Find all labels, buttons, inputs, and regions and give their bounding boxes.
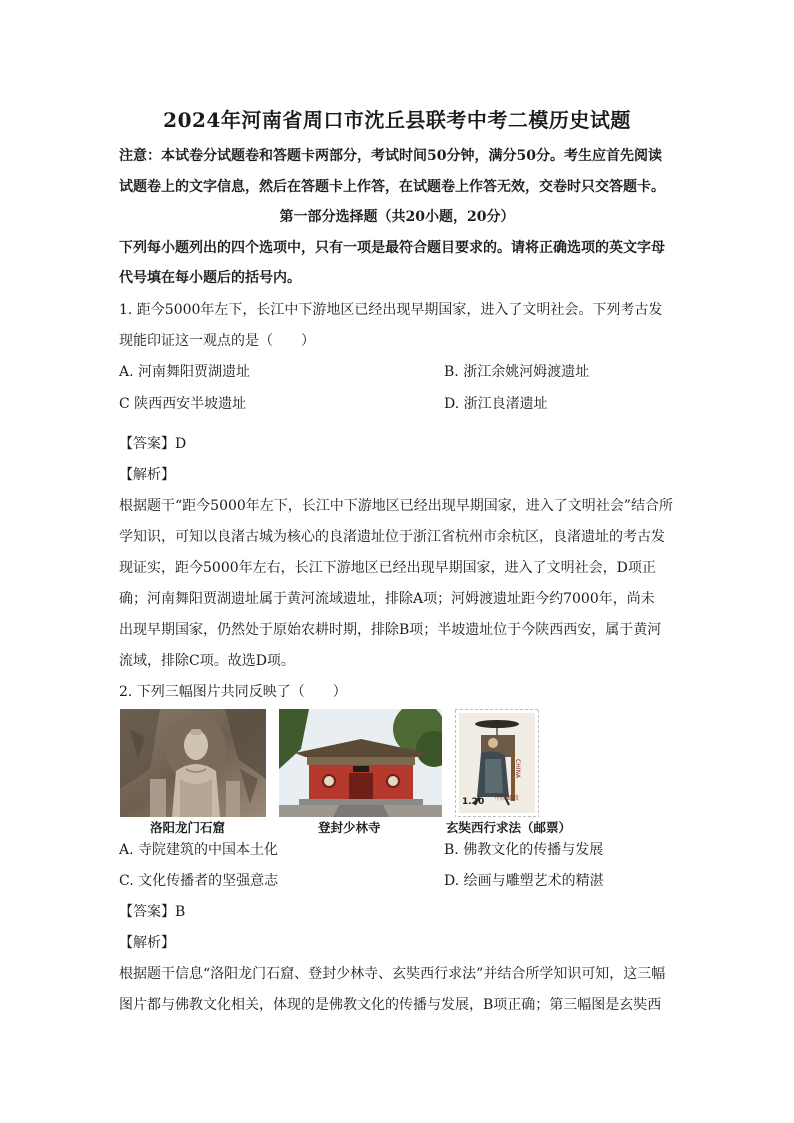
q2-analysis-line: 图片都与佛教文化相关，体现的是佛教文化的传播与发展，B项正确；第三幅图是玄奘西 bbox=[119, 997, 662, 1013]
q2-analysis-line: 根据题干信息“洛阳龙门石窟、登封少林寺、玄奘西行求法”并结合所学知识可知，这三幅 bbox=[119, 966, 666, 982]
notice-line-2: 试题卷上的文字信息，然后在答题卡上作答，在试题卷上作答无效，交卷时只交答题卡。 bbox=[119, 179, 665, 195]
section-instruction-2: 代号填在每小题后的括号内。 bbox=[119, 270, 301, 286]
stamp-country: 中国邮政 bbox=[495, 795, 520, 802]
notice-line-1: 注意：本试卷分试题卷和答题卡两部分，考试时间50分钟，满分50分。考生应首先阅读 bbox=[119, 148, 662, 164]
q1-analysis-line: 根据题干“距今5000年左下，长江中下游地区已经出现早期国家，进入了文明社会”结合所 bbox=[119, 498, 673, 514]
caption-shaolin: 登封少林寺 bbox=[318, 820, 381, 835]
q1-answer: 【答案】D bbox=[119, 436, 187, 452]
q2-stem: 2. 下列三幅图片共同反映了（ ） bbox=[119, 684, 347, 700]
q1-analysis-line: 流域，排除C项。故选D项。 bbox=[119, 653, 295, 669]
xuanzang-stamp-image bbox=[455, 709, 539, 817]
section-heading: 第一部分选择题（共20小题，20分） bbox=[279, 209, 515, 225]
q2-option-c: C. 文化传播者的坚强意志 bbox=[119, 873, 279, 889]
section-instruction-1: 下列每小题列出的四个选项中，只有一项是最符合题目要求的。请将正确选项的英文字母 bbox=[119, 240, 665, 256]
q1-analysis-line: 现证实，距今5000年左右，长江下游地区已经出现早期国家，进入了文明社会，D项正 bbox=[119, 560, 656, 576]
caption-xuanzang-stamp: 玄奘西行求法（邮票） bbox=[446, 820, 572, 835]
longmen-grottoes-image bbox=[120, 709, 266, 817]
q1-option-a: A. 河南舞阳贾湖遗址 bbox=[119, 364, 251, 380]
stamp-price: 1.20 bbox=[462, 797, 485, 807]
q1-stem-line-1: 1. 距今5000年左下，长江中下游地区已经出现早期国家，进入了文明社会。下列考古发 bbox=[119, 302, 663, 318]
q2-option-d: D. 绘画与雕塑艺术的精湛 bbox=[444, 873, 604, 889]
q1-analysis-line: 出现早期国家，仍然处于原始农耕时期，排除B项；半坡遗址位于今陕西西安，属于黄河 bbox=[119, 622, 662, 638]
q2-analysis-label: 【解析】 bbox=[119, 935, 175, 951]
q1-analysis-line: 确；河南舞阳贾湖遗址属于黄河流域遗址，排除A项；河姆渡遗址距今约7000年，尚未 bbox=[119, 591, 655, 607]
q2-option-a: A. 寺院建筑的中国本土化 bbox=[119, 842, 279, 858]
stamp-code: CHINA bbox=[514, 759, 521, 779]
q1-option-d: D. 浙江良渚遗址 bbox=[444, 396, 548, 412]
q2-answer: 【答案】B bbox=[119, 904, 186, 920]
q2-option-b: B. 佛教文化的传播与发展 bbox=[444, 842, 604, 858]
shaolin-temple-image bbox=[279, 709, 442, 817]
q1-option-b: B. 浙江余姚河姆渡遗址 bbox=[444, 364, 590, 380]
q1-option-c: C 陕西西安半坡遗址 bbox=[119, 396, 247, 412]
caption-longmen: 洛阳龙门石窟 bbox=[150, 820, 226, 835]
q1-analysis-label: 【解析】 bbox=[119, 467, 175, 483]
q1-stem-line-2: 现能印证这一观点的是（ ） bbox=[119, 333, 315, 349]
page-title: 2024年河南省周口市沈丘县联考中考二模历史试题 bbox=[163, 108, 631, 132]
q1-analysis-line: 学知识，可知以良渚古城为核心的良渚遗址位于浙江省杭州市余杭区，良渚遗址的考古发 bbox=[119, 529, 665, 545]
